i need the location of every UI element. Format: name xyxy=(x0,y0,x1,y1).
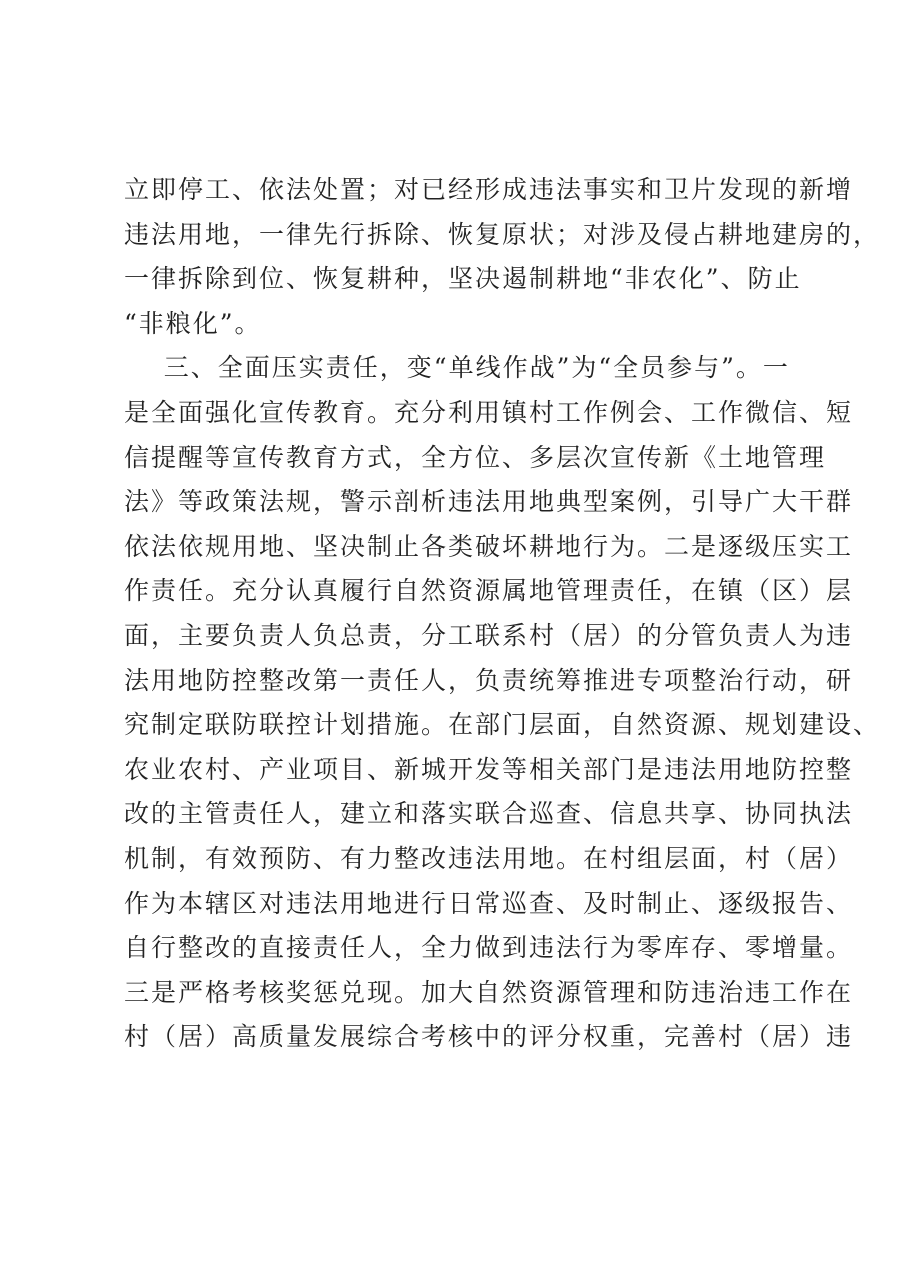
text-line: 作责任。充分认真履行自然资源属地管理责任，在镇（区）层 xyxy=(124,576,854,606)
body-text xyxy=(124,168,881,1060)
text-line: 一律拆除到位、恢复耕种，坚决遏制耕地“非农化”、防止 xyxy=(124,264,802,294)
text-line: 立即停工、依法处置；对已经形成违法事实和卫片发现的新增 xyxy=(124,175,854,204)
text-line: 农业农村、产业项目、新城开发等相关部门是违法用地防控整 xyxy=(124,754,854,784)
text-line: “非粮化”。 xyxy=(124,308,262,338)
text-line: 究制定联防联控计划措施。在部门层面，自然资源、规划建设、 xyxy=(124,710,881,740)
text-line: 三、全面压实责任，变“单线作战”为“全员参与”。一 xyxy=(124,353,790,383)
text-line: 是全面强化宣传教育。充分利用镇村工作例会、工作微信、短 xyxy=(124,397,854,427)
text-line: 面，主要负责人负总责，分工联系村（居）的分管负责人为违 xyxy=(124,620,854,650)
text-line: 依法依规用地、坚决制止各类破坏耕地行为。二是逐级压实工 xyxy=(124,531,854,561)
text-line: 作为本辖区对违法用地进行日常巡查、及时制止、逐级报告、 xyxy=(124,888,854,918)
text-line: 法》等政策法规，警示剖析违法用地典型案例，引导广大干群 xyxy=(124,487,854,517)
text-line: 违法用地，一律先行拆除、恢复原状；对涉及侵占耕地建房的， xyxy=(124,219,881,249)
text-line: 改的主管责任人，建立和落实联合巡查、信息共享、协同执法 xyxy=(124,799,854,829)
text-line: 机制，有效预防、有力整改违法用地。在村组层面，村（居） xyxy=(124,843,854,873)
text-line: 法用地防控整改第一责任人，负责统筹推进专项整治行动，研 xyxy=(124,665,854,695)
text-line: 自行整改的直接责任人，全力做到违法行为零库存、零增量。 xyxy=(124,933,854,963)
text-line: 三是严格考核奖惩兑现。加大自然资源管理和防违治违工作在 xyxy=(124,977,854,1007)
text-line: 信提醒等宣传教育方式，全方位、多层次宣传新《土地管理 xyxy=(124,442,827,472)
text-line: 村（居）高质量发展综合考核中的评分权重，完善村（居）违 xyxy=(124,1022,854,1052)
